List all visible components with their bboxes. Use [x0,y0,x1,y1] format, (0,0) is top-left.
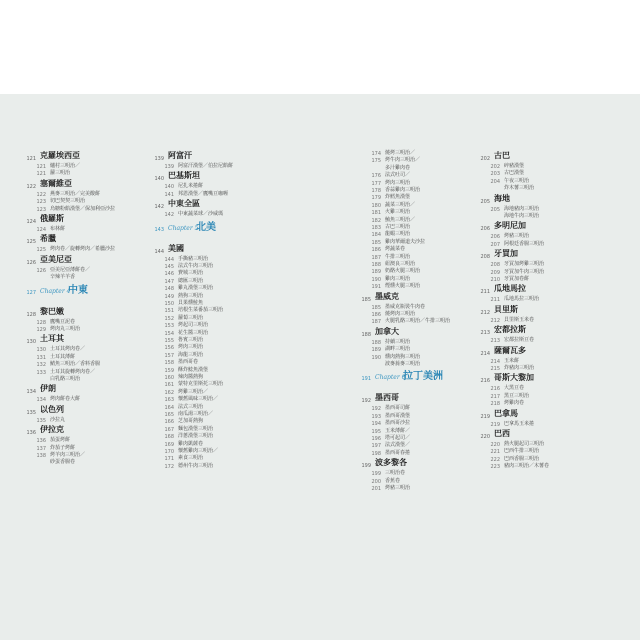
page-number: 190 [371,276,381,283]
item-title: 墨威克瓶裝牛肉卷 [385,303,426,310]
item-title: 古巴漢堡 [504,170,525,177]
page-number: 165 [164,412,174,418]
item-title: 烏糖粉餡漢堡／保加利亞沙拉 [50,205,116,212]
item-title: 鮪魚三明治／ [385,216,416,223]
page-number: 170 [164,449,174,455]
section-title: 巴基斯坦 [168,171,200,181]
page-number: 188 [371,262,381,268]
page-number: 190 [371,354,381,361]
item-title: 砂蛋香腸卷 [50,459,76,466]
page-number: 204 [490,178,500,185]
page-number: 196 [371,436,381,442]
page-number: 155 [164,338,174,344]
page-number: 223 [490,464,500,471]
section-title: 希臘 [40,234,56,244]
item-title: 牙買加烤雞三明治 [504,261,545,268]
page-number: 171 [164,456,174,463]
page-number: 177 [371,180,381,187]
page-number: 212 [490,317,500,324]
page-number: 199 [361,463,371,470]
item-title: 土耳其薄餅 [50,353,76,360]
page-number: 222 [490,456,500,463]
item-title: 墨西哥沙拉 [385,420,411,427]
page-number: 185 [371,239,381,246]
item-title: 烤肉丸三明治 [50,326,81,332]
chapter-title: 北美 [196,221,216,233]
section-title: 墨西哥 [375,393,399,403]
section-title: 瓜地馬拉 [494,284,526,294]
page-number: 122 [36,191,46,198]
page-number: 206 [480,226,490,233]
page-number: 154 [164,330,174,337]
item-title: 燻肉熱狗三明治 [385,353,421,360]
page-number: 205 [480,198,490,205]
page-number: 128 [26,311,36,318]
page-number: 150 [164,301,174,307]
item-title: 阿富汗漢堡／伯拉尼餡餅 [178,163,234,169]
item-title: 三明治卷 [385,470,406,477]
item-title: 芝加哥熱狗 [178,418,204,425]
item-title: 古巴三明治 [385,224,411,230]
page-number: 144 [164,256,174,263]
item-title: 海地牛肉三明治 [504,213,540,219]
item-title: 南瓜湯三明治／ [178,411,214,417]
item-title: 烤起司三明治 [178,322,209,329]
page-number: 121 [36,171,46,178]
section-title: 克羅埃西亞 [40,151,80,160]
page-number: 208 [480,254,490,261]
page-number: 126 [36,267,46,274]
page-number: 138 [36,453,46,459]
page-number: 187 [371,319,381,326]
page-number: 220 [480,434,490,440]
page-number: 175 [371,158,381,165]
page-number: 200 [371,478,381,485]
page-number: 205 [490,206,500,213]
section-title: 海地 [494,193,510,203]
item-title: 燕麥三明治／完美酸餅 [50,190,101,197]
item-title: 切巴契契三明治 [50,198,86,205]
page-number: 124 [26,219,36,225]
item-title: 持續三明治 [385,338,411,345]
page-number: 208 [490,262,500,269]
item-title: 火腿乳酪三明治／牛排三明治 [385,318,451,325]
page-number: 213 [480,330,490,337]
item-title: 花生醬三明治 [178,329,209,336]
page-number: 206 [490,234,500,241]
page-number: 149 [164,293,174,300]
page-number: 134 [26,389,36,396]
item-title: 雞肉凱薩卷 [178,440,204,447]
page-number: 189 [371,347,381,354]
page-number: 145 [164,264,174,270]
page-number: 193 [371,413,381,420]
chapter-title: 中東 [68,284,88,296]
item-title: 沙拉丸 [50,416,66,423]
item-title: 蔬菜三明治／ [385,201,416,208]
item-title: 大黑豆卷 [504,385,525,392]
item-title: 麵包漢堡三明治 [178,425,214,432]
page-number: 161 [164,382,174,389]
chapter-title: 拉丁美洲 [403,371,443,383]
page-number: 121 [26,156,36,162]
page-number: 192 [371,406,381,413]
section-title: 巴西 [494,429,510,438]
section-title: 宏都拉斯 [494,325,526,335]
page-number: 139 [154,156,164,162]
item-title: 貝果燻鮭魚 [178,300,204,306]
page-number: 219 [490,421,500,428]
item-title: 玉米薄餅／ [385,427,411,434]
item-title: 玉米餅 [504,357,520,364]
chapter-label: Chapter 6 [375,374,406,382]
item-title: 懷舊風味三明治／ [178,396,219,403]
page-number: 160 [164,375,174,381]
page-number: 127 [26,289,36,296]
item-title: 巴西牛排三明治 [504,448,540,455]
page-number: 182 [371,217,381,224]
page-number: 210 [490,277,500,283]
item-title: 法式三明治 [178,403,204,410]
page-number: 217 [490,393,500,400]
page-number: 146 [164,271,174,278]
section-title: 牙買加 [494,249,518,259]
item-title: 紐澳良三明治 [385,261,416,267]
item-title: 法式吐司／ [385,172,411,179]
item-title: 牛排三明治 [385,253,411,260]
page-number: 185 [371,304,381,311]
page-number: 186 [371,312,381,318]
item-title: 碎豬漢堡 [504,163,525,169]
section-title: 中東全區 [168,199,200,209]
item-title: 布林餅 [50,226,66,232]
page-number: 128 [36,319,46,326]
page-number: 180 [371,202,381,209]
item-title: 蒙特克里斯托三明治 [178,381,224,388]
page-number: 143 [154,226,164,233]
page-number: 139 [164,164,174,170]
page-number: 129 [36,327,46,333]
item-title: 塔可起司／ [385,435,411,441]
page-number: 211 [480,289,490,296]
page-number: 169 [164,441,174,448]
page-number: 219 [480,413,490,420]
page-number: 136 [36,438,46,445]
page-number: 159 [164,367,174,374]
item-title: 烤雞肉卷 [504,400,525,407]
page-number: 207 [490,241,500,248]
item-title: 魯賓三明治 [178,337,204,343]
page-number: 172 [164,463,174,470]
page-number: 192 [361,398,371,405]
item-title: 茄蛋烤餅 [50,437,71,444]
page-number: 141 [164,191,174,198]
item-title: 蘿三明治 [50,170,71,177]
page-number: 157 [164,352,174,359]
top-margin [0,0,640,94]
page-number: 133 [36,369,46,376]
item-title: 法式牛肉三明治 [178,263,214,269]
page-number: 135 [26,409,36,416]
item-title: 阿根廷香腸三明治 [504,240,545,247]
page-number: 187 [371,254,381,261]
item-title: 波麥蕎麥三明治 [385,361,421,367]
item-title: 海地豬肉三明治 [504,205,540,212]
item-title: 豬肉三明治／木薯卷 [504,463,550,470]
page-number: 215 [490,366,500,372]
item-title: 烤羊肉三明治／ [50,452,86,458]
item-title: 培根生菜番茄三明治 [178,307,224,314]
item-title: 辣肉醬熱狗 [178,374,204,380]
item-title: 尼扎米捲餅 [178,183,204,190]
page-number: 191 [361,376,371,383]
section-title: 伊朗 [40,384,56,394]
page-number: 140 [164,184,174,191]
item-title: 火雞三明治 [385,209,411,216]
item-title: 炸茄子烤餅 [50,444,76,451]
page-number: 221 [490,449,500,456]
page-number: 135 [36,417,46,424]
page-number: 166 [164,419,174,426]
item-title: 費城三明治 [178,270,204,277]
page-number: 179 [371,195,381,202]
section-title: 俄羅斯 [40,214,64,223]
page-number: 144 [154,248,164,255]
item-title: 湖畔三明治 [385,346,411,353]
item-title: 香蒜雞肉三明治 [385,187,421,193]
page-number: 140 [154,176,164,183]
page-number: 197 [371,443,381,450]
item-title: 海龍三明治 [178,351,204,358]
page-number: 164 [164,404,174,411]
item-title: 黑豆三明治 [504,392,530,399]
item-title: 多汁雞肉卷 [385,164,411,171]
page-number: 213 [490,338,500,345]
item-title: 烤肉餅卷大餅 [50,396,81,403]
page-number: 185 [361,296,371,303]
item-title: 香蕉卷 [385,477,401,484]
page-number: 211 [490,297,500,304]
page-number: 123 [36,199,46,206]
page-number: 174 [371,151,381,157]
page-number: 151 [164,308,174,315]
section-title: 波多黎各 [375,458,407,468]
item-title: 邦恩漢堡／鷹嘴豆咖喱 [178,190,229,197]
page-number: 189 [371,269,381,276]
page-number: 153 [164,323,174,330]
item-title: 龍蝦三明治 [385,231,411,238]
page-number: 121 [36,164,46,170]
page-number: 199 [371,471,381,478]
page-number: 176 [371,173,381,180]
page-number: 214 [480,350,490,357]
page-number: 188 [361,331,371,338]
page-number: 201 [371,486,381,492]
item-title: 熱火腿起司三明治 [504,441,545,447]
page-number: 125 [26,239,36,246]
section-title: 阿富汗 [168,151,192,160]
page-number: 181 [371,210,381,217]
page-number: 142 [154,204,164,211]
item-title: 酥炸鯰魚漢堡 [178,366,209,373]
page-number: 132 [36,362,46,369]
page-number: 148 [164,286,174,293]
item-title: 烤肉三明治 [178,344,204,351]
page-number: 163 [164,397,174,404]
item-title: 土耳其烤肉卷／ [50,346,86,353]
item-title: 午夜三明治 [504,177,530,184]
item-title: 炸鱈魚漢堡 [385,194,411,201]
item-title: 烤蔬菜卷 [385,246,406,253]
item-title: 墨西哥卷 [178,359,199,366]
chapter-label: Chapter 4 [40,287,71,295]
item-title: 烤豬三明治 [504,233,530,240]
section-title: 多明尼加 [494,221,526,231]
section-title: 貝里斯 [494,304,518,314]
item-title: 辛辣羊羊香 [50,274,76,281]
page-number: 184 [371,232,381,239]
item-title: 烤雞三明治／ [178,388,209,395]
page-number: 130 [26,339,36,346]
page-number: 147 [164,278,174,285]
item-title: 亞美尼亞薄餅卷／ [50,266,91,273]
item-title: 手撕豬三明治 [178,255,209,262]
page-number: 136 [26,430,36,437]
item-title: 墨西哥漢堡 [385,412,411,419]
section-title: 墨威克 [375,291,399,301]
item-title: 德州牛肉三明治 [178,462,214,469]
section-title: 亞美尼亞 [40,254,72,264]
page-number: 152 [164,315,174,322]
item-title: 巴拿馬玉米捲 [504,420,535,427]
section-title: 美國 [168,243,184,253]
section-title: 巴拿馬 [494,408,518,418]
page-number: 126 [26,259,36,266]
item-title: 奶酪火腿三明治 [385,268,421,275]
item-title: 懷舊雞肉三明治／ [178,448,219,454]
section-title: 加拿大 [375,326,399,336]
page-number: 130 [36,347,46,354]
item-title: 燒烤三明治／ [385,150,416,156]
item-title: 烤豬三明治 [385,485,411,491]
item-title: 總匯三明治 [178,277,204,284]
item-title: 宏都拉斯豆卷 [504,337,535,344]
page-number: 216 [490,386,500,393]
item-title: 燒烤肉三明治 [385,311,416,317]
section-title: 土耳其 [40,334,64,344]
page-number: 137 [36,445,46,452]
item-title: 貝里斯玉米卷 [504,316,535,323]
page-number: 131 [36,354,46,361]
section-title: 古巴 [494,151,510,160]
page-number: 183 [371,225,381,231]
section-title: 哥斯大黎加 [494,373,534,383]
page-number: 168 [164,434,174,441]
item-title: 炸豬肉三明治 [504,365,535,371]
item-title: 爐村三明治／ [50,163,81,169]
item-title: 中東蔬菜球／沙威瑪 [178,211,224,218]
page-number: 124 [36,227,46,233]
item-title: 烤肉卷／旋轉烤肉／希臘沙拉 [50,246,116,253]
page-number: 134 [36,397,46,404]
page-number: 125 [36,247,46,254]
item-title: 烤牛肉三明治／ [385,157,421,164]
page-number: 198 [371,450,381,457]
page-number: 123 [36,206,46,213]
page-number: 202 [490,164,500,170]
item-title: 炸木薯三明治 [504,185,535,192]
item-title: 煙燻火腿三明治 [385,283,421,290]
page-number: 162 [164,389,174,396]
item-title: 墨西哥春捲 [385,449,411,456]
item-title: 牙買加卷餅 [504,276,530,282]
page-number: 195 [371,428,381,435]
item-title: 巴西香腸三明治 [504,455,540,462]
page-number: 203 [490,171,500,178]
page-number: 142 [164,212,174,219]
item-title: 洋蔥漢堡三明治 [178,433,214,440]
chapter-label: Chapter 5 [168,224,199,232]
page-number: 209 [490,269,500,276]
item-title: 雞肉華爾道夫沙拉 [385,238,426,245]
item-title: 墨西哥司餅 [385,405,411,412]
item-title: 鷹嘴豆泥卷 [50,318,76,325]
item-title: 鯖魚三明治／香料香腸 [50,361,101,368]
page-number: 158 [164,360,174,367]
item-title: 烤肉三明治 [385,179,411,186]
section-title: 伊拉克 [40,425,64,435]
item-title: 熱狗三明治 [178,292,204,299]
page-number: 156 [164,345,174,352]
page-number: 220 [490,442,500,448]
item-title: 牙買加牛肉三明治 [504,268,545,275]
item-title: 土耳其旋轉烤肉卷／ [50,368,96,375]
item-title: 法式漢堡／ [385,442,411,449]
section-title: 黎巴嫩 [40,306,64,316]
page-number: 178 [371,188,381,194]
section-title: 薩爾瓦多 [494,345,526,355]
page-number: 167 [164,426,174,433]
section-title: 塞爾維亞 [40,178,72,188]
item-title: 素食三明治 [178,455,204,462]
page-number: 186 [371,247,381,254]
item-title: 雞丸漢堡三明治 [178,285,214,292]
item-title: 雞肉三明治 [385,275,411,282]
page-number: 202 [480,156,490,162]
page-number: 212 [480,309,490,316]
page-number: 122 [26,183,36,190]
page-number: 194 [371,421,381,428]
page-number: 216 [480,378,490,385]
page-number: 188 [371,339,381,346]
item-title: 白乳酪三明治 [50,376,81,382]
page-number: 218 [490,401,500,408]
page-number: 214 [490,358,500,365]
item-title: 瓜地馬拉三明治 [504,296,540,303]
page-number: 191 [371,284,381,291]
section-title: 以色列 [40,404,64,414]
item-title: 蘿蔔三明治 [178,314,204,321]
